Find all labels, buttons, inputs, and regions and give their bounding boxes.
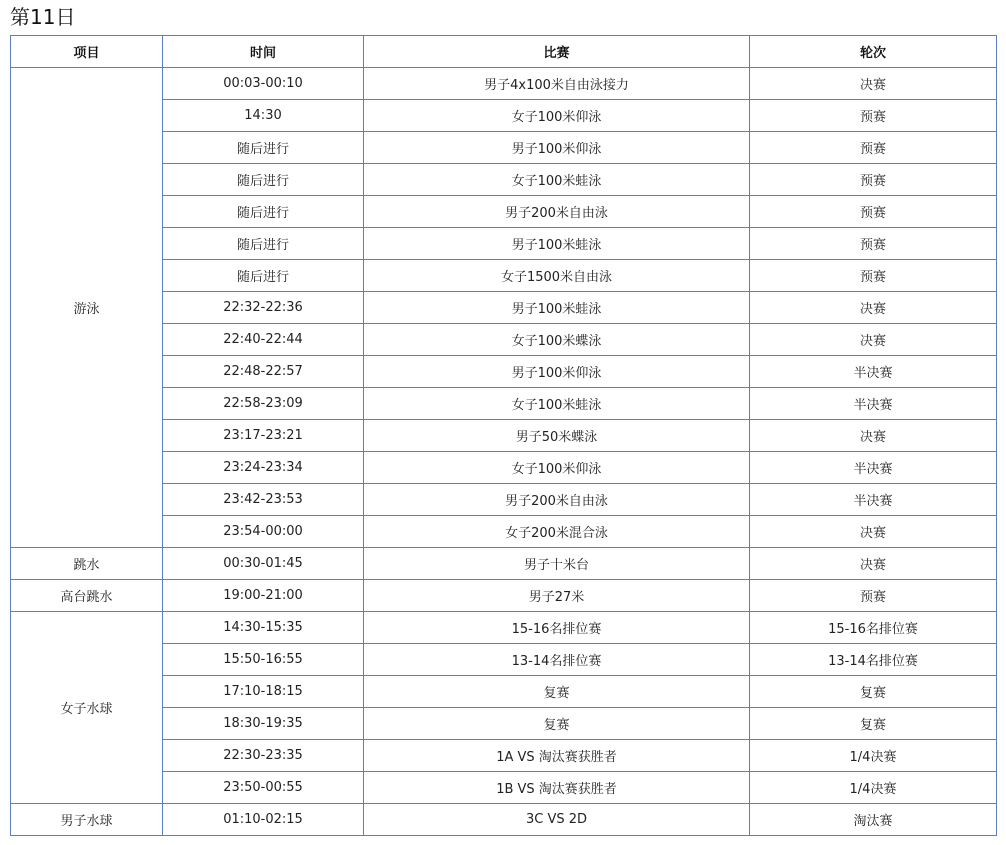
- match-cell: 13-14名排位赛: [364, 644, 750, 676]
- round-cell: 半决赛: [750, 356, 997, 388]
- match-cell: 男子100米蛙泳: [364, 228, 750, 260]
- round-cell: 决赛: [750, 324, 997, 356]
- table-row: [11, 612, 997, 644]
- header-event: 项目: [11, 36, 163, 68]
- round-cell: 13-14名排位赛: [750, 644, 997, 676]
- time-cell: 22:30-23:35: [163, 740, 364, 772]
- time-cell: 随后进行: [163, 164, 364, 196]
- time-cell: 18:30-19:35: [163, 708, 364, 740]
- time-cell: 23:42-23:53: [163, 484, 364, 516]
- round-cell: 决赛: [750, 548, 997, 580]
- time-cell: 22:40-22:44: [163, 324, 364, 356]
- match-cell: 复赛: [364, 676, 750, 708]
- round-cell: 半决赛: [750, 452, 997, 484]
- time-cell: 14:30: [163, 100, 364, 132]
- time-cell: 19:00-21:00: [163, 580, 364, 612]
- table-row: [11, 580, 997, 612]
- round-cell: 决赛: [750, 292, 997, 324]
- event-cell: 跳水: [11, 548, 163, 580]
- round-cell: 预赛: [750, 196, 997, 228]
- schedule-table: [10, 35, 997, 836]
- match-cell: 男子27米: [364, 580, 750, 612]
- round-cell: 预赛: [750, 228, 997, 260]
- match-cell: 男子200米自由泳: [364, 196, 750, 228]
- time-cell: 22:32-22:36: [163, 292, 364, 324]
- time-cell: 17:10-18:15: [163, 676, 364, 708]
- time-cell: 00:03-00:10: [163, 68, 364, 100]
- time-cell: 23:24-23:34: [163, 452, 364, 484]
- time-cell: 14:30-15:35: [163, 612, 364, 644]
- time-cell: 15:50-16:55: [163, 644, 364, 676]
- time-cell: 00:30-01:45: [163, 548, 364, 580]
- match-cell: 3C VS 2D: [364, 804, 750, 836]
- round-cell: 半决赛: [750, 388, 997, 420]
- header-row: [11, 36, 997, 68]
- match-cell: 女子1500米自由泳: [364, 260, 750, 292]
- match-cell: 女子100米蛙泳: [364, 164, 750, 196]
- table-row: [11, 548, 997, 580]
- table-body: [11, 68, 997, 836]
- match-cell: 1B VS 淘汰赛获胜者: [364, 772, 750, 804]
- round-cell: 复赛: [750, 708, 997, 740]
- event-cell: 游泳: [11, 68, 163, 548]
- table-header: [11, 36, 997, 68]
- match-cell: 女子100米仰泳: [364, 452, 750, 484]
- round-cell: 预赛: [750, 260, 997, 292]
- round-cell: 预赛: [750, 132, 997, 164]
- time-cell: 随后进行: [163, 228, 364, 260]
- event-cell: 高台跳水: [11, 580, 163, 612]
- time-cell: 随后进行: [163, 260, 364, 292]
- round-cell: 预赛: [750, 580, 997, 612]
- round-cell: 决赛: [750, 516, 997, 548]
- header-time: 时间: [163, 36, 364, 68]
- time-cell: 22:58-23:09: [163, 388, 364, 420]
- time-cell: 23:17-23:21: [163, 420, 364, 452]
- time-cell: 22:48-22:57: [163, 356, 364, 388]
- match-cell: 女子100米仰泳: [364, 100, 750, 132]
- match-cell: 男子50米蝶泳: [364, 420, 750, 452]
- match-cell: 1A VS 淘汰赛获胜者: [364, 740, 750, 772]
- round-cell: 决赛: [750, 68, 997, 100]
- match-cell: 女子100米蛙泳: [364, 388, 750, 420]
- match-cell: 复赛: [364, 708, 750, 740]
- page-title: 第11日: [10, 5, 76, 29]
- time-cell: 23:54-00:00: [163, 516, 364, 548]
- round-cell: 1/4决赛: [750, 772, 997, 804]
- time-cell: 随后进行: [163, 196, 364, 228]
- time-cell: 23:50-00:55: [163, 772, 364, 804]
- match-cell: 男子十米台: [364, 548, 750, 580]
- event-cell: 男子水球: [11, 804, 163, 836]
- match-cell: 男子100米仰泳: [364, 132, 750, 164]
- match-cell: 女子100米蝶泳: [364, 324, 750, 356]
- round-cell: 淘汰赛: [750, 804, 997, 836]
- time-cell: 01:10-02:15: [163, 804, 364, 836]
- match-cell: 女子200米混合泳: [364, 516, 750, 548]
- round-cell: 预赛: [750, 164, 997, 196]
- match-cell: 男子200米自由泳: [364, 484, 750, 516]
- match-cell: 男子100米仰泳: [364, 356, 750, 388]
- match-cell: 男子100米蛙泳: [364, 292, 750, 324]
- time-cell: 随后进行: [163, 132, 364, 164]
- round-cell: 复赛: [750, 676, 997, 708]
- table-row: [11, 68, 997, 100]
- round-cell: 决赛: [750, 420, 997, 452]
- round-cell: 预赛: [750, 100, 997, 132]
- round-cell: 半决赛: [750, 484, 997, 516]
- table-row: [11, 804, 997, 836]
- round-cell: 1/4决赛: [750, 740, 997, 772]
- match-cell: 15-16名排位赛: [364, 612, 750, 644]
- event-cell: 女子水球: [11, 612, 163, 804]
- round-cell: 15-16名排位赛: [750, 612, 997, 644]
- header-match: 比赛: [364, 36, 750, 68]
- header-round: 轮次: [750, 36, 997, 68]
- match-cell: 男子4x100米自由泳接力: [364, 68, 750, 100]
